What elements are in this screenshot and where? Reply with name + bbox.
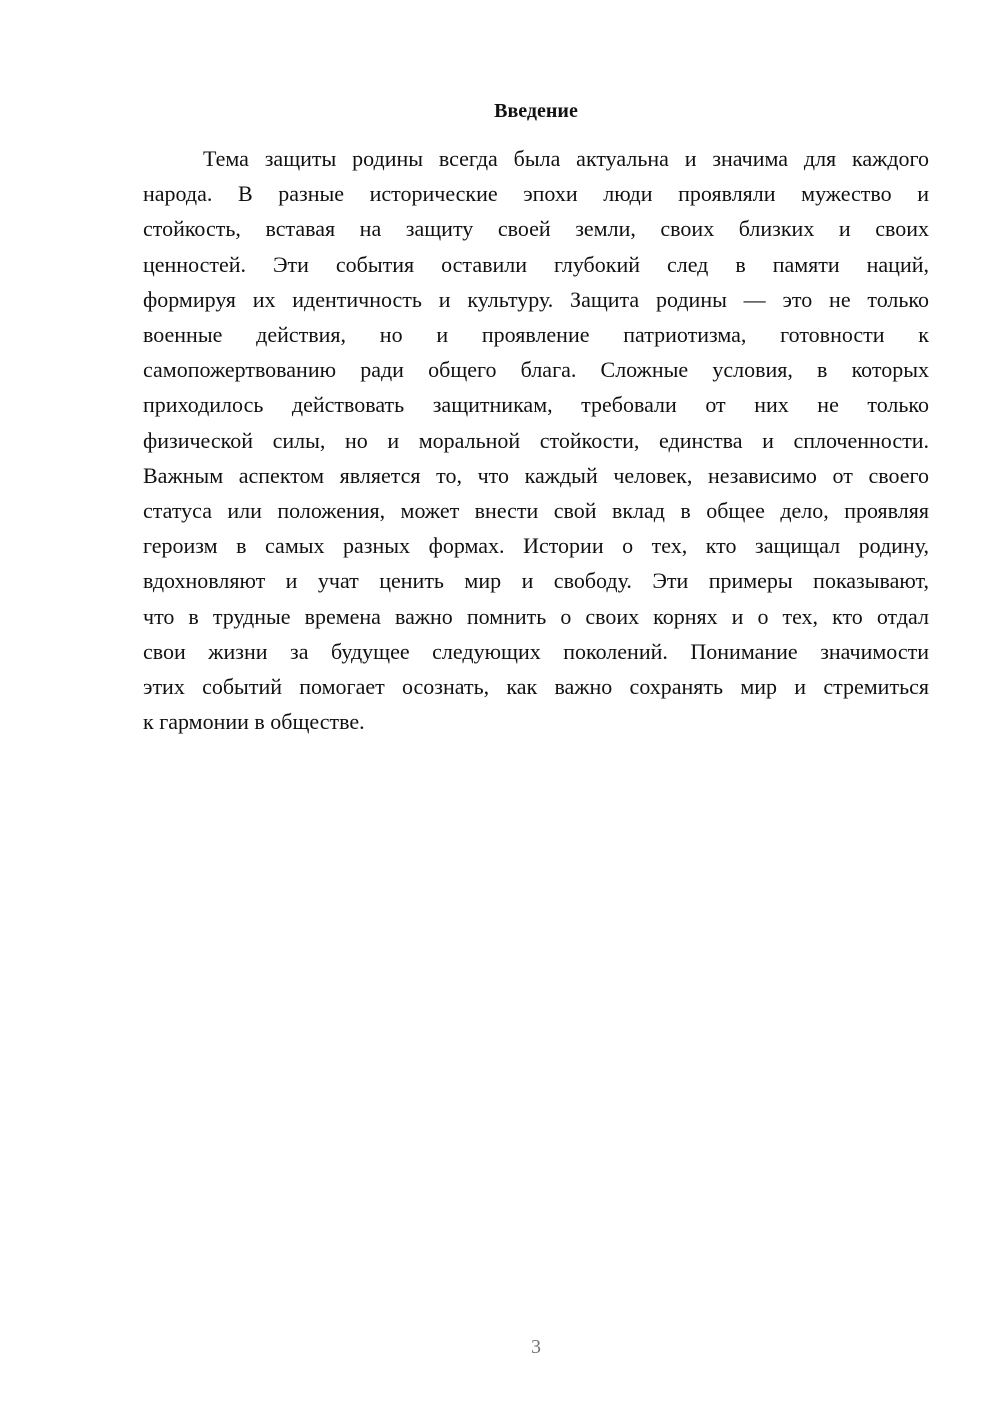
paragraph-line: свои жизни за будущее следующих поколений. Понимание значимости — [143, 638, 929, 664]
body-paragraph — [143, 141, 929, 739]
paragraph-line: военные действия, но и проявление патриотизма, готовности к — [143, 322, 929, 348]
section-heading: Введение — [494, 100, 578, 122]
paragraph-line: ценностей. Эти события оставили глубокий след в памяти наций, — [143, 251, 929, 277]
paragraph-line: к гармонии в обществе. — [143, 709, 365, 735]
paragraph-line: героизм в самых разных формах. Истории о тех, кто защищал родину, — [143, 533, 929, 559]
paragraph-line: самопожертвованию ради общего блага. Сложные условия, в которых — [143, 357, 929, 383]
paragraph-line: вдохновляют и учат ценить мир и свободу. Эти примеры показывают, — [143, 568, 929, 594]
paragraph-line: статуса или положения, может внести свой вклад в общее дело, проявляя — [143, 498, 929, 524]
paragraph-line: Важным аспектом является то, что каждый человек, независимо от своего — [143, 462, 929, 488]
paragraph-line: народа. В разные исторические эпохи люди проявляли мужество и — [143, 181, 929, 207]
page-number: 3 — [531, 1336, 541, 1358]
paragraph-line: стойкость, вставая на защиту своей земли, своих близких и своих — [143, 216, 929, 242]
paragraph-line: Тема защиты родины всегда была актуальна и значима для каждого — [203, 146, 929, 171]
paragraph-line: формируя их идентичность и культуру. Защита родины — это не только — [143, 286, 929, 312]
paragraph-line: этих событий помогает осознать, как важно сохранять мир и стремиться — [143, 674, 929, 700]
paragraph-line: приходилось действовать защитникам, требовали от них не только — [143, 392, 929, 418]
paragraph-line: физической силы, но и моральной стойкости, единства и сплоченности. — [143, 427, 929, 453]
paragraph-line: что в трудные времена важно помнить о своих корнях и о тех, кто отдал — [143, 603, 929, 629]
